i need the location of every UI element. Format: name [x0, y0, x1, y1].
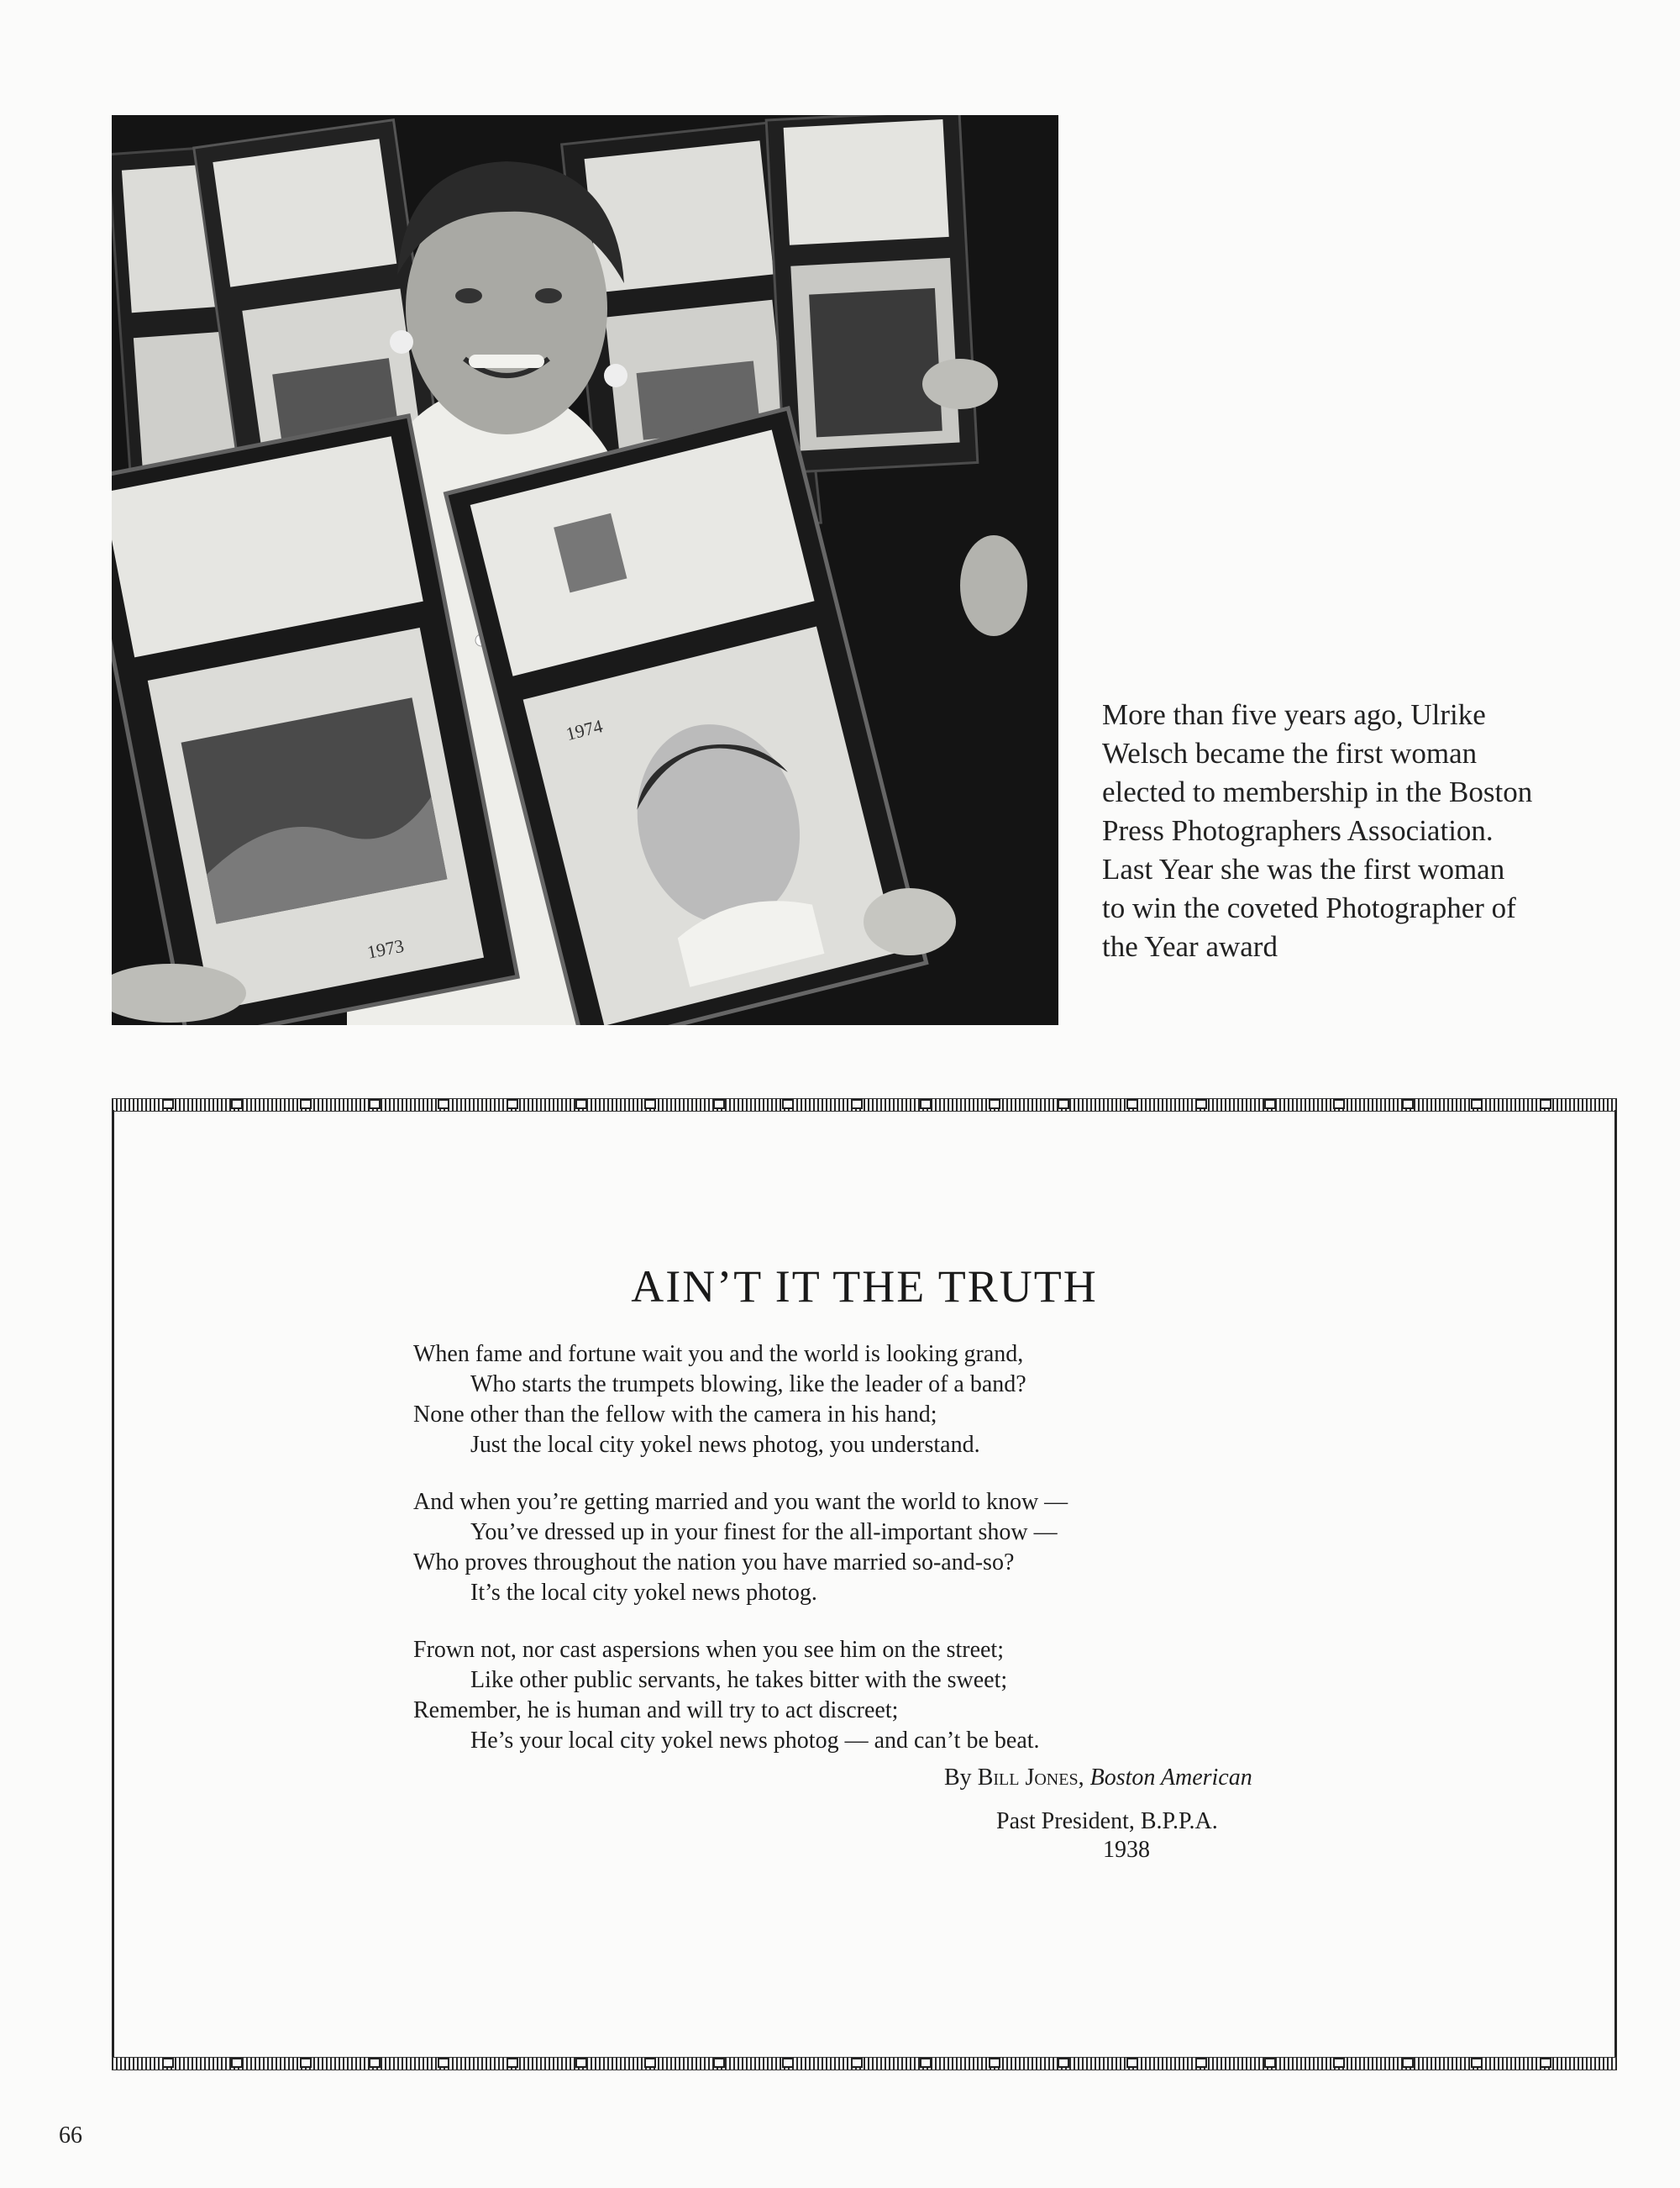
- poem-line: When fame and fortune wait you and the world is looking grand,: [413, 1341, 1024, 1367]
- poem-line: None other than the fellow with the camera in his hand;: [413, 1402, 937, 1428]
- caption-line: to win the coveted Photographer of: [1102, 892, 1516, 924]
- poem-publication: Boston American: [1089, 1765, 1252, 1791]
- border-ornament: [782, 1099, 794, 1109]
- poem-stanza: [413, 1339, 1421, 1460]
- poem-author: Bill Jones: [977, 1765, 1079, 1791]
- hand-right-bottom: [864, 888, 956, 955]
- svg-text:1974: 1974: [564, 715, 605, 745]
- poem-line: Frown not, nor cast aspersions when you see him on the street;: [413, 1637, 1004, 1663]
- border-ornament: [989, 1099, 1000, 1109]
- poem-line: You’ve dressed up in your finest for the all-important show —: [470, 1519, 1058, 1545]
- border-ornament: [1402, 1099, 1414, 1109]
- ornamental-border-bottom: [112, 2057, 1617, 2070]
- poem-body: [413, 1339, 1421, 1783]
- page-number: 66: [59, 2122, 82, 2149]
- caption-line: Press Photographers Association.: [1102, 814, 1494, 847]
- poem-line: And when you’re getting married and you want the world to know —: [413, 1489, 1068, 1515]
- poem-stanza: [413, 1487, 1421, 1608]
- poem-byline: [944, 1765, 1252, 1791]
- poem-line: It’s the local city yokel news photog.: [470, 1580, 817, 1606]
- border-ornament: [438, 2058, 449, 2068]
- caption-line: Last Year she was the first woman: [1102, 853, 1505, 886]
- border-ornament: [920, 2058, 932, 2068]
- border-ornament: [575, 1099, 587, 1109]
- poem-line: He’s your local city yokel news photog — and can’t be beat.: [470, 1728, 1040, 1754]
- caption-line: Welsch became the first woman: [1102, 737, 1478, 770]
- arm-right: [960, 535, 1027, 636]
- border-ornament: [369, 2058, 381, 2068]
- author-role: [996, 1807, 1332, 1865]
- poem-line: Just the local city yokel news photog, you understand.: [470, 1432, 980, 1458]
- border-ornament: [162, 1099, 174, 1109]
- poem-line: Who proves throughout the nation you have married so-and-so?: [413, 1549, 1015, 1575]
- border-ornament: [1540, 1099, 1551, 1109]
- box-rule-left: [112, 1110, 114, 2057]
- poem-stanza: [413, 1635, 1421, 1756]
- poem-title: AIN’T IT THE TRUTH: [631, 1261, 1098, 1312]
- border-ornament: [851, 1099, 863, 1109]
- border-ornament: [300, 2058, 312, 2068]
- border-ornament: [713, 2058, 725, 2068]
- caption-line: the Year award: [1102, 930, 1278, 963]
- border-ornament: [1540, 2058, 1551, 2068]
- border-ornament: [1471, 2058, 1483, 2068]
- border-ornament: [1195, 2058, 1207, 2068]
- border-ornament: [1126, 2058, 1138, 2068]
- author-role-year: 1938: [1103, 1837, 1150, 1863]
- border-ornament: [782, 2058, 794, 2068]
- border-ornament: [644, 2058, 656, 2068]
- border-ornament: [644, 1099, 656, 1109]
- plaque-far-right: [766, 115, 978, 472]
- svg-text:1973: 1973: [365, 934, 406, 963]
- border-ornament: [1058, 2058, 1069, 2068]
- caption-line: elected to membership in the Boston: [1102, 776, 1533, 808]
- author-role-title: Past President, B.P.P.A.: [996, 1808, 1218, 1834]
- border-ornament: [989, 2058, 1000, 2068]
- border-ornament: [575, 2058, 587, 2068]
- border-ornament: [920, 1099, 932, 1109]
- border-ornament: [1471, 1099, 1483, 1109]
- border-ornament: [1402, 2058, 1414, 2068]
- border-ornament: [1126, 1099, 1138, 1109]
- ornamental-border-top: [112, 1098, 1617, 1112]
- border-ornament: [713, 1099, 725, 1109]
- border-ornament: [231, 1099, 243, 1109]
- border-ornament: [438, 1099, 449, 1109]
- poem-line: Like other public servants, he takes bitter with the sweet;: [470, 1667, 1008, 1693]
- poem-line: Remember, he is human and will try to act discreet;: [413, 1697, 899, 1723]
- border-ornament: [369, 1099, 381, 1109]
- border-ornament: [1333, 2058, 1345, 2068]
- border-ornament: [1264, 2058, 1276, 2068]
- border-ornament: [300, 1099, 312, 1109]
- box-rule-right: [1614, 1110, 1617, 2057]
- border-ornament: [162, 2058, 174, 2068]
- photo-caption: [1102, 696, 1640, 966]
- border-ornament: [1195, 1099, 1207, 1109]
- border-ornament: [1058, 1099, 1069, 1109]
- border-ornament: [851, 2058, 863, 2068]
- border-ornament: [231, 2058, 243, 2068]
- award-photo: [112, 115, 1058, 1025]
- byline-separator: ,: [1078, 1765, 1090, 1791]
- border-ornament: [507, 2058, 518, 2068]
- poem-line: Who starts the trumpets blowing, like the leader of a band?: [470, 1371, 1026, 1397]
- byline-prefix: By: [944, 1765, 978, 1791]
- photo-illustration: [112, 115, 1058, 1025]
- hand-right-top: [922, 359, 998, 409]
- border-ornament: [507, 1099, 518, 1109]
- border-ornament: [1333, 1099, 1345, 1109]
- caption-line: More than five years ago, Ulrike: [1102, 698, 1486, 731]
- border-ornament: [1264, 1099, 1276, 1109]
